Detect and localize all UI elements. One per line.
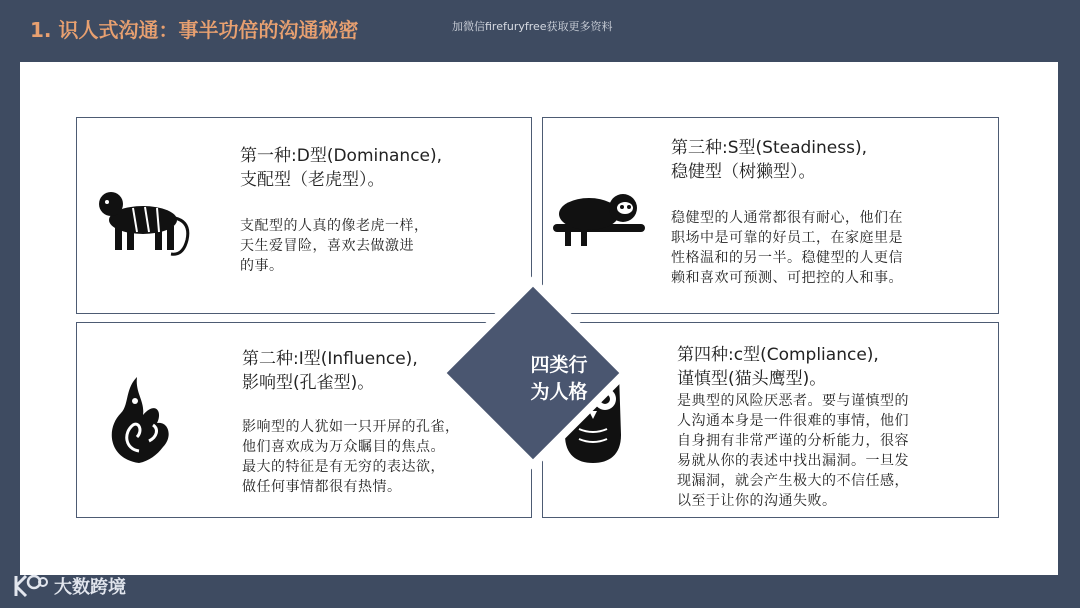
card-heading: [242, 347, 418, 395]
watermark-text: 加微信firefuryfree获取更多资料: [452, 20, 613, 33]
center-label-line2: 为人格: [530, 381, 588, 403]
description-line: 天生爱冒险，喜欢去做激进: [240, 238, 414, 254]
description-line: 是典型的风险厌恶者。要与谨慎型的: [677, 393, 909, 409]
description-line: 自身拥有非常严谨的分析能力，很容: [677, 433, 909, 449]
brand-name: 大数跨境: [54, 577, 126, 598]
description-line: 支配型的人真的像老虎一样，: [240, 218, 429, 234]
card-heading: [677, 343, 879, 391]
description-line: 易就从你的表述中找出漏洞。一旦发: [677, 453, 909, 469]
description-line: 性格温和的另一半。稳健型的人更信: [671, 250, 903, 266]
card-heading-line1: 第一种:D型(Dominance),: [240, 146, 443, 166]
description-line: 稳健型的人通常都很有耐心，他们在: [671, 210, 903, 226]
card-description: [242, 417, 460, 497]
card-heading-line1: 第四种:c型(Compliance),: [677, 345, 879, 365]
center-label: [498, 352, 620, 406]
card-influence: [76, 322, 532, 518]
description-line: 现漏洞，就会产生极大的不信任感，: [677, 473, 909, 489]
tiger-icon: [93, 182, 193, 266]
card-heading-line2: 影响型(孔雀型)。: [242, 373, 375, 393]
description-line: 的事。: [240, 258, 284, 274]
description-line: 他们喜欢成为万众瞩目的焦点。: [242, 439, 445, 455]
description-line: 赖和喜欢可预测、可把控的人和事。: [671, 270, 903, 286]
card-dominance: [76, 117, 532, 314]
card-heading-line2: 支配型（老虎型）。: [240, 170, 385, 190]
peacock-icon: [99, 371, 179, 471]
card-description: [671, 208, 903, 288]
card-heading: [240, 144, 442, 192]
card-description: [677, 391, 909, 511]
card-heading-line1: 第二种:I型(Influence),: [242, 349, 418, 369]
page-title: 1. 识人式沟通：事半功倍的沟通秘密: [30, 18, 359, 42]
brand-logo-icon: [12, 572, 48, 600]
description-line: 人沟通本身是一件很难的事情，他们: [677, 413, 909, 429]
card-description: [240, 216, 429, 276]
card-heading-line2: 稳健型（树獭型）。: [671, 162, 816, 182]
description-line: 最大的特征是有无穷的表达欲，: [242, 459, 445, 475]
description-line: 做任何事情都很有热情。: [242, 479, 402, 495]
center-label-line1: 四类行: [530, 354, 588, 376]
brand-logo: [12, 572, 126, 600]
card-steadiness: [542, 117, 999, 314]
sloth-icon: [553, 184, 645, 252]
description-line: 职场中是可靠的好员工，在家庭里是: [671, 230, 903, 246]
content-panel: [20, 62, 1058, 575]
card-heading: [671, 136, 867, 184]
card-heading-line2: 谨慎型(猫头鹰型)。: [677, 369, 827, 389]
description-line: 以至于让你的沟通失败。: [677, 493, 837, 509]
description-line: 影响型的人犹如一只开屏的孔雀，: [242, 419, 460, 435]
card-heading-line1: 第三种:S型(Steadiness),: [671, 138, 867, 158]
